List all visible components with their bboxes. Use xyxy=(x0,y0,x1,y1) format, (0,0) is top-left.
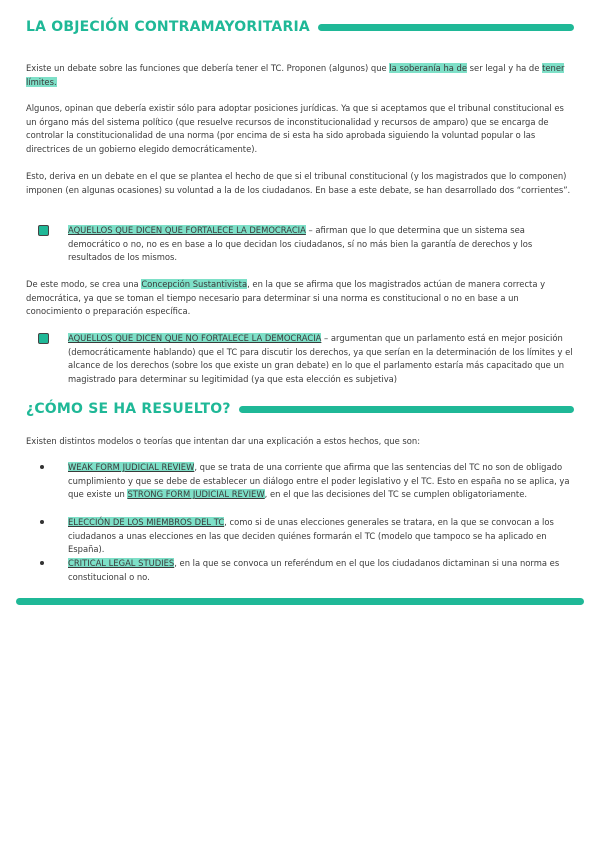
paragraph-text: , en la que se afirma que los magistrados actúan de manera correcta y democrática, ya que se toman el tiempo necesario para determinar si una norma es constitucional o no en base a un conocimiento o preparación específica. xyxy=(26,279,546,316)
checklist-body: – argumentan que un parlamento está en mejor posición (democráticamente hablando) que el TC para discutir los derechos, ya que serían en la determinación de los límites y el alcance de los derechos (sobre los que existe un gran debate) en lo que el parlamento estaría más capacitado que un magistrado para determinar su legitimidad (ya que esta elección es subjetiva) xyxy=(68,333,573,384)
highlighted-label: AQUELLOS QUE DICEN QUE FORTALECE LA DEMOCRACIA xyxy=(68,225,306,235)
bullet-icon xyxy=(40,520,44,524)
heading-divider-bar xyxy=(318,24,574,31)
section-title: ¿CÓMO SE HA RESUELTO? xyxy=(26,401,231,417)
paragraph-models-intro: Existen distintos modelos o teorías que intentan dar una explicación a estos hechos, que son: xyxy=(26,436,421,446)
checkbox-icon[interactable] xyxy=(38,225,49,236)
paragraph-debate: Esto, deriva en un debate en el que se plantea el hecho de que si el tribunal constitucional (y los magistrados que lo componen) imponen (en algunas ocasiones) su voluntad a la de los ciudadanos. En base a este debate, se han desarrollado dos “corrientes”. xyxy=(26,171,571,195)
highlighted-text: Concepción Sustantivista xyxy=(141,279,248,289)
bullet-body: , como si de unas elecciones generales se tratara, en la que se convocan a los ciudadanos a unas elecciones en las que deciden quiénes formarán el TC (modelo que tampoco se ha aplicado en España). xyxy=(68,517,554,554)
highlighted-label: ELECCIÓN DE LOS MIEMBROS DEL TC xyxy=(68,517,225,527)
footer-divider-bar xyxy=(16,598,584,605)
highlighted-label: AQUELLOS QUE DICEN QUE NO FORTALECE LA DEMOCRACIA xyxy=(68,333,322,343)
checklist-text xyxy=(68,224,574,265)
highlighted-label: CRITICAL LEGAL STUDIES xyxy=(68,558,175,568)
section-heading-objecion xyxy=(26,19,574,35)
section-title: LA OBJECIÓN CONTRAMAYORITARIA xyxy=(26,19,310,35)
section-heading-resuelto xyxy=(26,401,574,417)
paragraph-intro xyxy=(26,62,574,89)
checklist-text xyxy=(68,332,574,386)
bullet-icon xyxy=(40,561,44,565)
bullet-text xyxy=(68,461,574,502)
bullet-body: , en el que las decisiones del TC se cumplen obligatoriamente. xyxy=(264,489,528,499)
highlighted-label: STRONG FORM JUDICIAL REVIEW xyxy=(127,489,265,499)
paragraph-opinions: Algunos, opinan que debería existir sólo para adoptar posiciones jurídicas. Ya que si aceptamos que el tribunal constitucional es un órgano más del sistema político (que resuelve recursos de inconstitucionalidad y recursos de amparo) que se encarga de controlar la constitucionalidad de una norma (por encima de si esta ha sido aprobada siguiendo la voluntad popular o las directrices de un gobierno elegido democráticamente). xyxy=(26,103,564,154)
highlighted-text: tener límites. xyxy=(26,63,565,87)
highlighted-label: WEAK FORM JUDICIAL REVIEW xyxy=(68,462,195,472)
bullet-icon xyxy=(40,465,44,469)
bullet-text xyxy=(68,557,574,584)
bullet-body: , en la que se convoca un referéndum en el que los ciudadanos dictaminan si una norma es constitucional o no. xyxy=(68,558,560,582)
checkbox-icon[interactable] xyxy=(38,333,49,344)
heading-divider-bar xyxy=(239,406,574,413)
checklist-body: – afirman que lo que determina que un sistema sea democrático o no, no es en base a lo que decidan los ciudadanos, sí no más bien la garantía de derechos y los resultados de los mismos. xyxy=(68,225,533,262)
bullet-text xyxy=(68,516,574,557)
highlighted-text: la soberanía ha de xyxy=(389,63,468,73)
paragraph-sustantivista xyxy=(26,278,574,319)
bullet-body: , que se trata de una corriente que afirma que las sentencias del TC no son de obligado cumplimiento y que se debe de establecer un diálogo entre el poder legislativo y el TC. Esto en españa no se aplica, ya que existe un xyxy=(68,462,570,499)
paragraph-text: De este modo, se crea una xyxy=(26,279,142,289)
paragraph-text: Existe un debate sobre las funciones que debería tener el TC. Proponen (algunos) que xyxy=(26,63,390,73)
paragraph-text: ser legal y ha de xyxy=(467,63,543,73)
